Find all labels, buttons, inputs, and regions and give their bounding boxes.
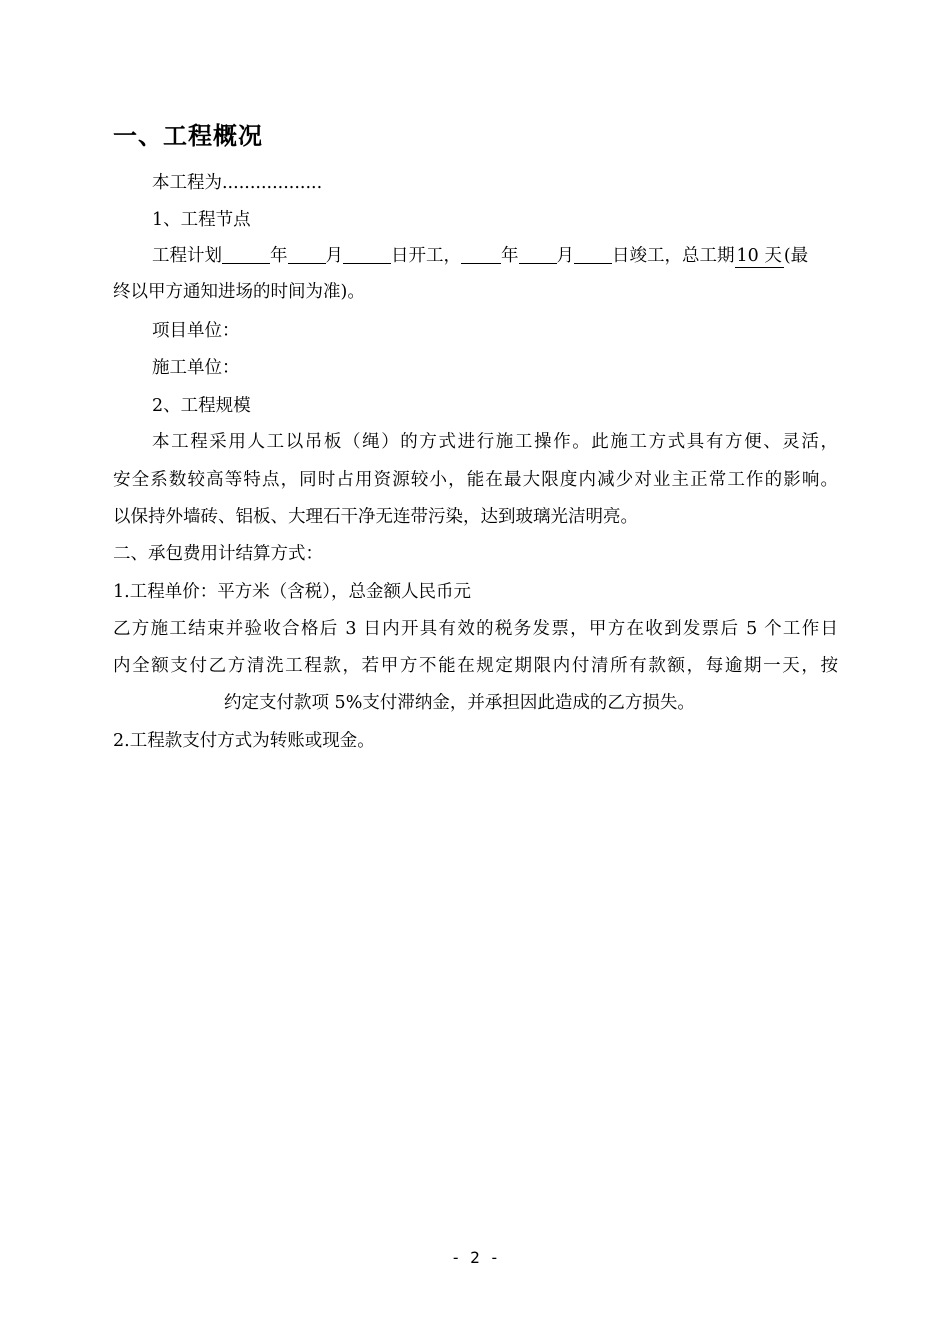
project-unit: 项目单位： <box>152 321 240 341</box>
page-number: - 2 - <box>450 1248 500 1267</box>
duration-value: 10 天 <box>736 246 782 266</box>
scale-line-2: 安全系数较高等特点，同时占用资源较小，能在最大限度内减少对业主正常工作的影响。 <box>113 470 838 490</box>
start-day-label: 日开工， <box>391 246 461 266</box>
fee-section-title: 二、承包费用计结算方式： <box>113 544 323 564</box>
schedule-line-2: 终以甲方通知进场的时间为准)。 <box>113 282 365 302</box>
end-year-label: 年 <box>501 246 519 266</box>
end-year-blank <box>461 245 501 264</box>
section1-title: 1、工程节点 <box>152 210 251 230</box>
intro-text: 本工程为.................. <box>152 173 323 193</box>
end-day-label: 日竣工，总工期 <box>612 246 735 266</box>
fee-item-1: 1.工程单价：平方米（含税），总金额人民币元 <box>113 582 471 602</box>
payment-line-2: 内全额支付乙方清洗工程款，若甲方不能在规定期限内付清所有款额，每逾期一天，按 <box>113 656 838 676</box>
start-month-blank <box>288 245 326 264</box>
schedule-line <box>152 245 808 268</box>
year-label: 年 <box>270 246 288 266</box>
end-month-blank <box>519 245 557 264</box>
payment-line-1: 乙方施工结束并验收合格后 3 日内开具有效的税务发票，甲方在收到发票后 5 个工作日 <box>113 619 838 639</box>
fee-item-2: 2.工程款支付方式为转账或现金。 <box>113 731 375 751</box>
payment-line-3: 约定支付款项 5%支付滞纳金，并承担因此造成的乙方损失。 <box>224 693 695 713</box>
section2-title: 2、工程规模 <box>152 396 251 416</box>
section-heading: 一、工程概况 <box>113 122 263 150</box>
scale-line-3: 以保持外墙砖、铝板、大理石干净无连带污染，达到玻璃光洁明亮。 <box>113 507 638 527</box>
schedule-tail: (最 <box>783 246 809 266</box>
start-day-blank <box>343 245 391 264</box>
scale-line-1: 本工程采用人工以吊板（绳）的方式进行施工操作。此施工方式具有方便、灵活， <box>152 432 838 452</box>
start-year-blank <box>222 245 270 264</box>
schedule-start-label: 工程计划 <box>152 246 222 266</box>
end-month-label: 月 <box>556 246 574 266</box>
construction-unit: 施工单位： <box>152 358 240 378</box>
month-label: 月 <box>325 246 343 266</box>
end-day-blank <box>574 245 612 264</box>
